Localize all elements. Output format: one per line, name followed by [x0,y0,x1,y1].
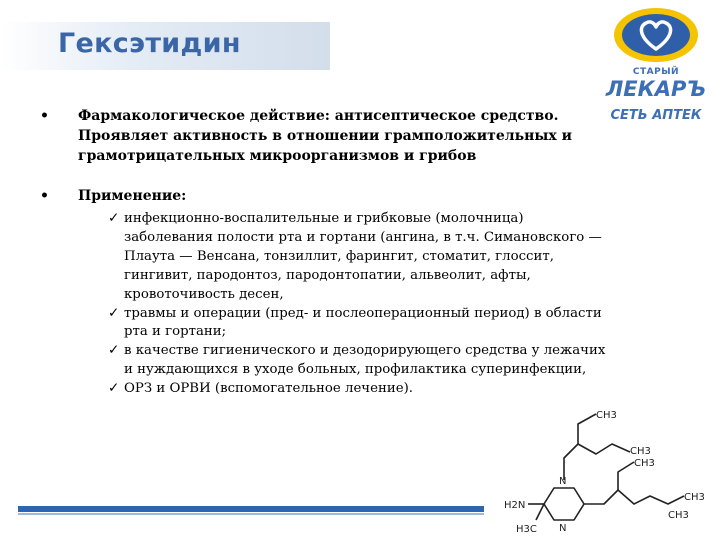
bullet-dot: • [40,108,49,124]
formula-label: CH3 [596,410,617,421]
list-item-text: травмы и операции (пред- и послеоперационный период) в области рта и гортани; [124,305,602,340]
slide-content [40,106,610,399]
formula-label: N [559,523,567,534]
heart-badge-icon [600,5,712,67]
logo-top-text: СТАРЫЙ [632,67,680,77]
bottom-rule-thin [18,513,500,515]
list-item-text: в качестве гигиенического и дезодорирующего средства у лежачих и нуждающихся в уходе больных, профилактика суперинфекции, [124,343,606,378]
page-title: Гексэтидин [58,28,241,59]
formula-label: CH3 [634,458,655,469]
formula-label: CH3 [684,492,705,503]
checkmark-icon: ✓ [108,305,120,321]
list-item-text: ОРЗ и ОРВИ (вспомогательное лечение). [124,381,413,397]
checkmark-icon: ✓ [108,211,120,226]
checkmark-icon: ✓ [108,343,120,359]
bullet-usage [40,186,610,206]
list-item-text: инфекционно-воспалительные и грибковые (молочница) заболевания полости рта и гортани (ангина, в т.ч. Симановского — Плаута — Венсана, тонзиллит, фарингит, стоматит, глоссит, гингивит, пародонтоз, пародонтопатии, альвеолит, афты, кровоточивость десен, [124,211,602,302]
formula-label: CH3 [668,510,689,521]
logo-tagline: СЕТЬ АПТЕК [610,108,702,123]
list-item [108,342,610,380]
bullet-text: Применение: [78,188,187,204]
list-item [108,305,610,343]
list-item [108,210,610,305]
formula-label: CH3 [630,446,651,457]
formula-label: N [559,476,567,487]
formula-label: H2N [504,500,526,511]
bottom-rule [18,506,500,512]
bullet-text: Фармакологическое действие: антисептическое средство. Проявляет активность в отношении грамположительных и грамотрицательных микроорганизмов и грибов [78,108,573,164]
pharmacy-logo [600,5,712,125]
hexetidine-structure-icon [484,396,720,540]
structural-formula [484,396,720,540]
logo-name: ЛЕКАРЪ [605,77,707,101]
bullet-pharmacology [40,106,610,166]
checkmark-icon: ✓ [108,381,120,397]
bullet-dot: • [40,188,49,204]
usage-list [108,210,610,399]
formula-label: H3C [516,524,537,535]
